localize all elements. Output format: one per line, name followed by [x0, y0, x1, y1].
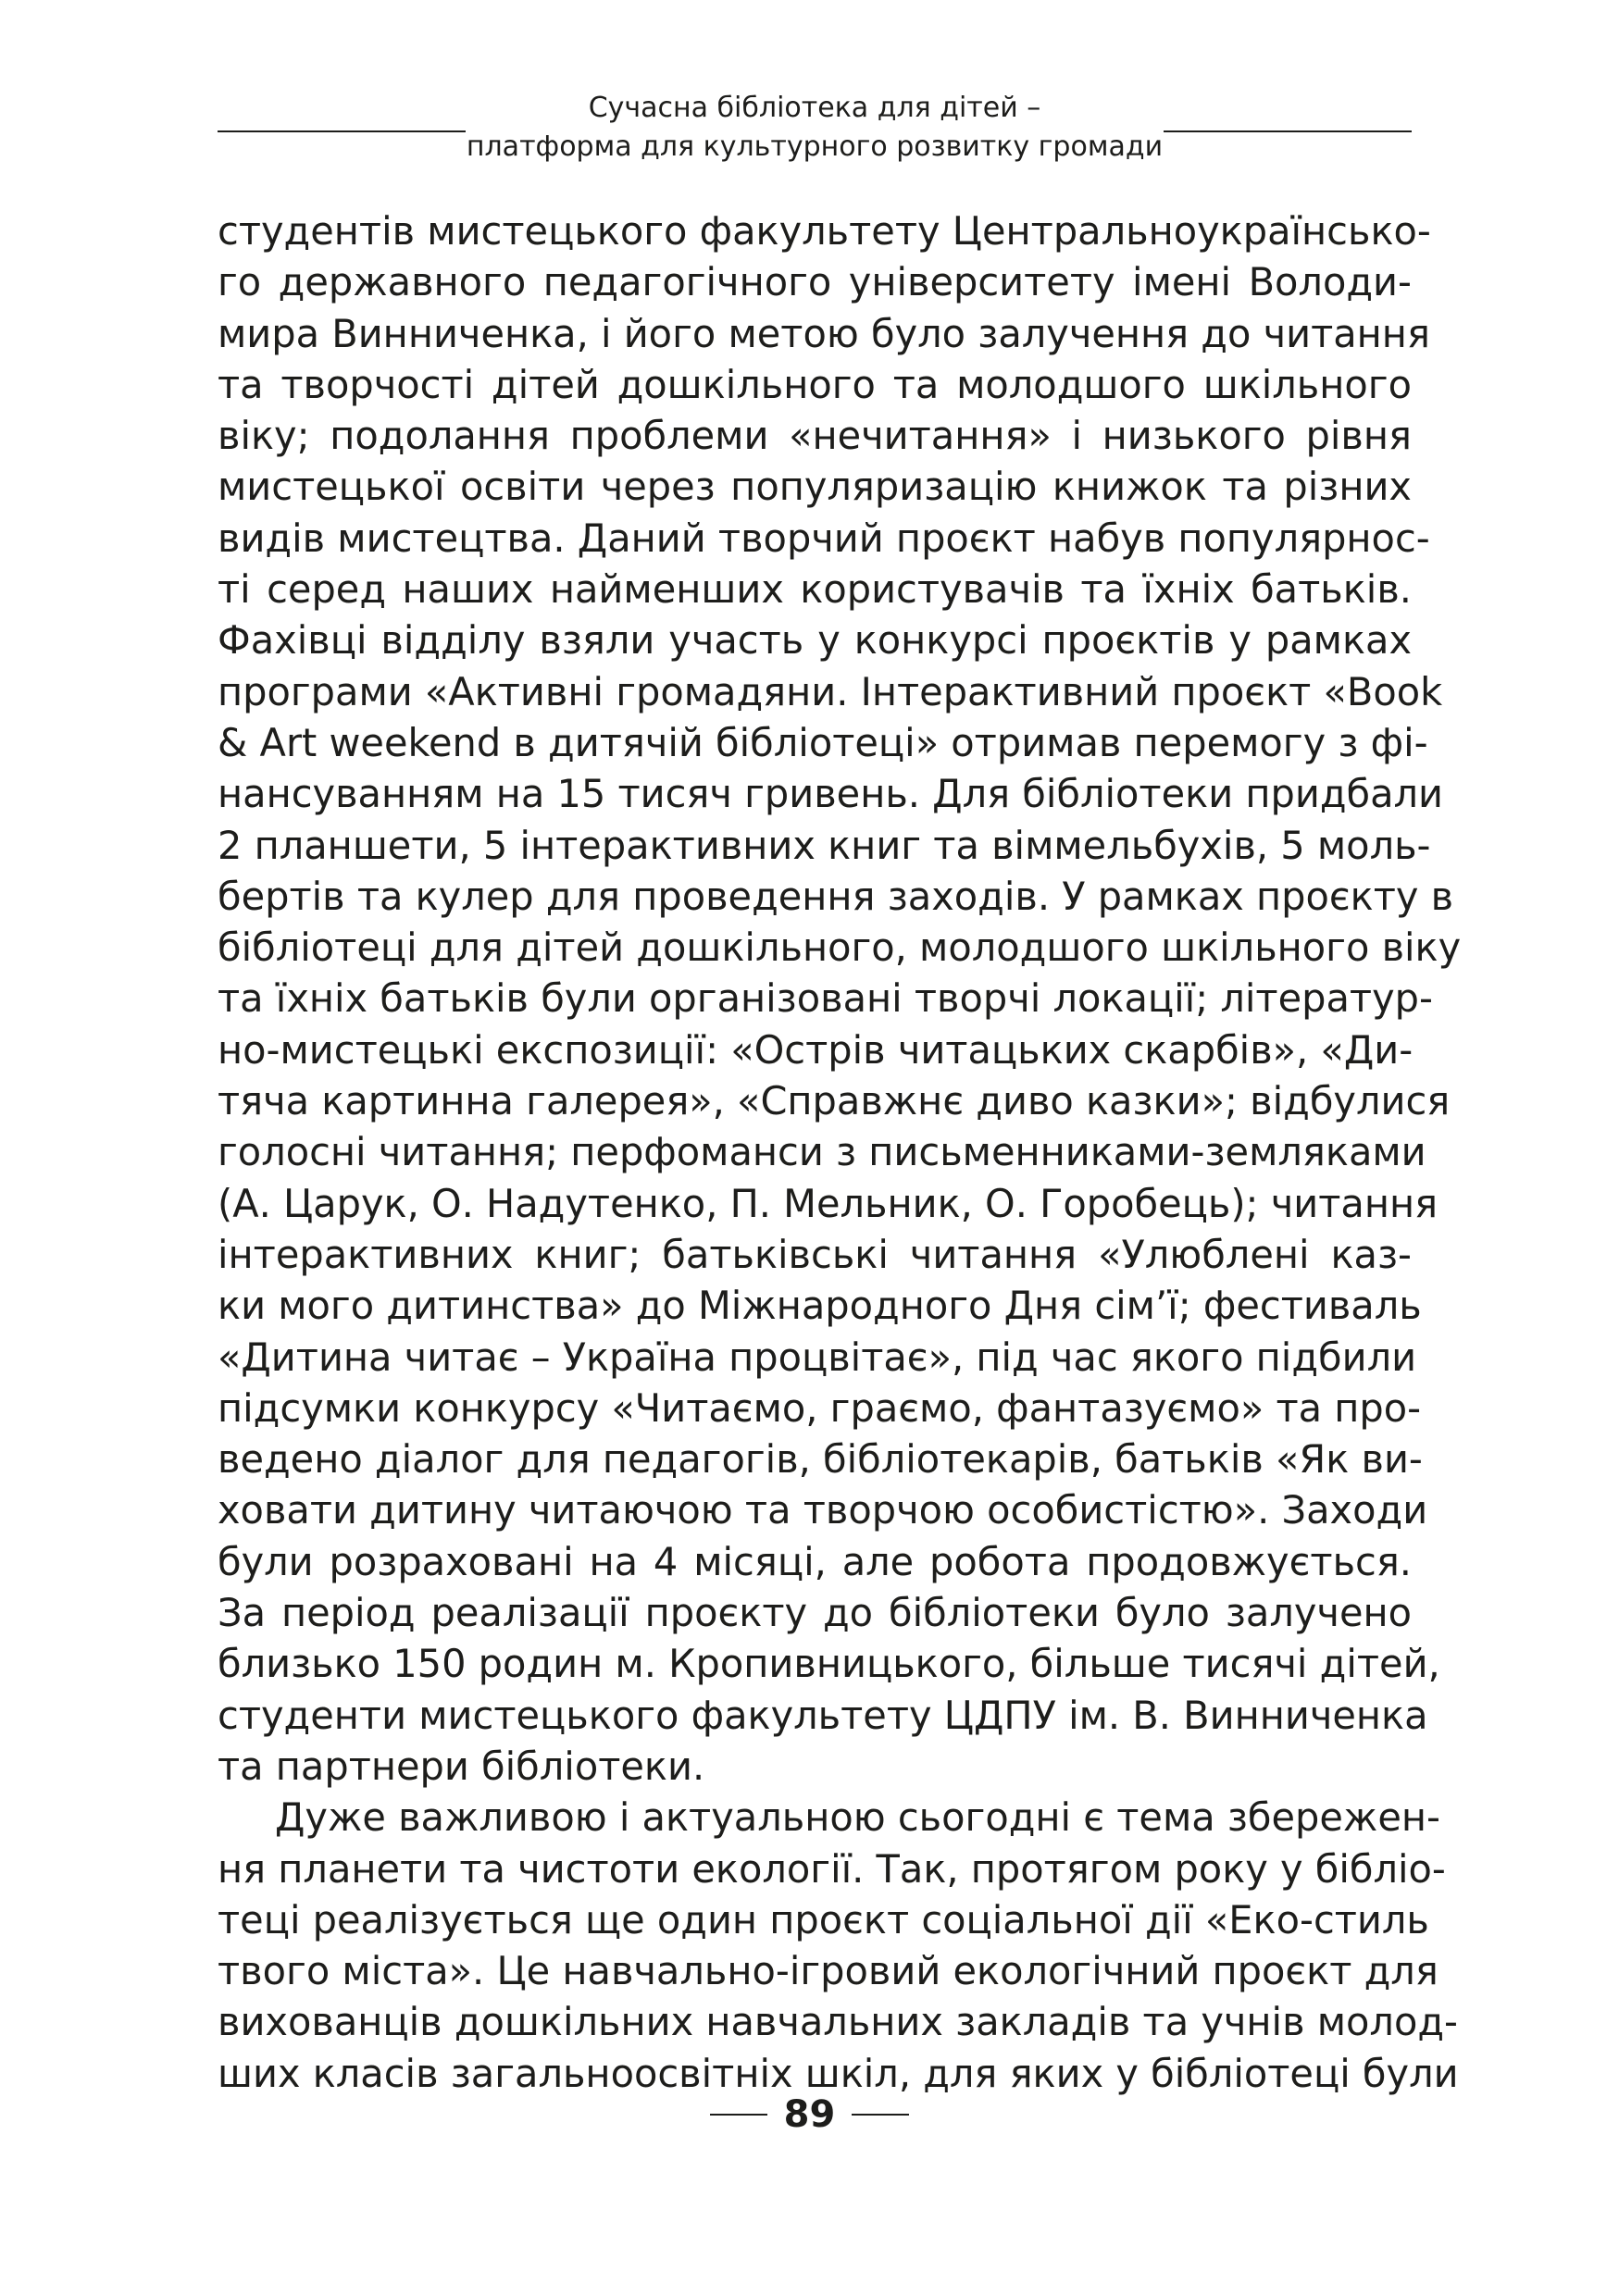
- text-line: За період реалізації проєкту до бібліотеки було залучено: [218, 1590, 1412, 1636]
- text-line: були розраховані на 4 місяці, але робота продовжується.: [218, 1538, 1412, 1584]
- text-line: твого міста». Це навчально-ігровий екологічний проєкт для: [218, 1948, 1438, 1994]
- text-line: но-мистецькі експозиції: «Острів читацьких скарбів», «Ди-: [218, 1026, 1414, 1073]
- footer-rule-right: [852, 2114, 909, 2116]
- running-header: [218, 89, 1412, 172]
- text-line: та партнери бібліотеки.: [218, 1743, 705, 1789]
- text-line: теці реалізується ще один проєкт соціальної дії «Еко-стиль: [218, 1896, 1429, 1942]
- header-rule-right: [1164, 130, 1412, 132]
- text-line: мистецької освіти через популяризацію книжок та різних: [218, 464, 1412, 510]
- text-line: підсумки конкурсу «Читаємо, граємо, фантазуємо» та про-: [218, 1384, 1422, 1431]
- text-line: інтерактивних книг; батьківські читання «Улюблені каз-: [218, 1231, 1412, 1277]
- page-number: 89: [783, 2093, 836, 2136]
- header-title-line-2: платформа для культурного розвитку громади: [466, 130, 1164, 163]
- text-line: мира Винниченка, і його метою було залучення до читання: [218, 310, 1430, 356]
- text-line: вихованців дошкільних навчальних закладів та учнів молод-: [218, 1999, 1458, 2045]
- text-line: тяча картинна галерея», «Справжнє диво казки»; відбулися: [218, 1078, 1451, 1124]
- text-line: Фахівці відділу взяли участь у конкурсі проєктів у рамках: [218, 617, 1412, 664]
- text-line: студенти мистецького факультету ЦДПУ ім. В. Винниченка: [218, 1692, 1428, 1738]
- text-line: 2 планшети, 5 інтерактивних книг та віммельбухів, 5 моль-: [218, 822, 1431, 868]
- header-title-line-1: Сучасна бібліотека для дітей –: [588, 92, 1041, 124]
- text-line: програми «Активні громадяни. Інтерактивний проєкт «Book: [218, 668, 1443, 714]
- text-line: бібліотеці для дітей дошкільного, молодшого шкільного віку: [218, 925, 1462, 971]
- text-line: (А. Царук, О. Надутенко, П. Мельник, О. Горобець); читання: [218, 1180, 1438, 1226]
- text-line: та їхніх батьків були організовані творчі локації; літератур-: [218, 975, 1433, 1022]
- text-line: Дуже важливою і актуальною сьогодні є тема збережен-: [275, 1794, 1440, 1841]
- text-line: студентів мистецького факультету Центральноукраїнсько-: [218, 208, 1431, 254]
- text-line: віку; подолання проблеми «нечитання» і низького рівня: [218, 413, 1412, 459]
- page-footer: [0, 2087, 1619, 2142]
- text-line: видів мистецтва. Даний творчий проєкт набув популярнос-: [218, 515, 1430, 561]
- text-line: го державного педагогічного університету імені Володи-: [218, 259, 1412, 305]
- text-line: ки мого дитинства» до Міжнародного Дня сім’ї; фестиваль: [218, 1283, 1422, 1329]
- text-line: ших класів загальноосвітніх шкіл, для яких у бібліотеці були: [218, 2050, 1459, 2096]
- header-title: [466, 89, 1164, 167]
- text-line: бертів та кулер для проведення заходів. У рамках проєкту в: [218, 873, 1454, 919]
- text-line: ня планети та чистоти екології. Так, протягом року у бібліо-: [218, 1845, 1446, 1892]
- text-line: та творчості дітей дошкільного та молодшого шкільного: [218, 361, 1412, 407]
- text-line: ведено діалог для педагогів, бібліотекарів, батьків «Як ви-: [218, 1436, 1423, 1483]
- text-line: нансуванням на 15 тисяч гривень. Для бібліотеки придбали: [218, 771, 1444, 817]
- text-line: голосні читання; перфоманси з письменниками-земляками: [218, 1129, 1426, 1175]
- text-line: близько 150 родин м. Кропивницького, більше тисячі дітей,: [218, 1641, 1440, 1687]
- header-rule-left: [218, 130, 466, 132]
- footer-rule-left: [710, 2114, 767, 2116]
- text-line: & Art weekend в дитячій бібліотеці» отримав перемогу з фі-: [218, 719, 1428, 765]
- body-text: [218, 205, 1462, 2099]
- text-line: ховати дитину читаючою та творчою особистістю». Заходи: [218, 1487, 1428, 1533]
- text-line: «Дитина читає – Україна процвітає», під час якого підбили: [218, 1334, 1417, 1380]
- text-line: ті серед наших найменших користувачів та їхніх батьків.: [218, 566, 1412, 613]
